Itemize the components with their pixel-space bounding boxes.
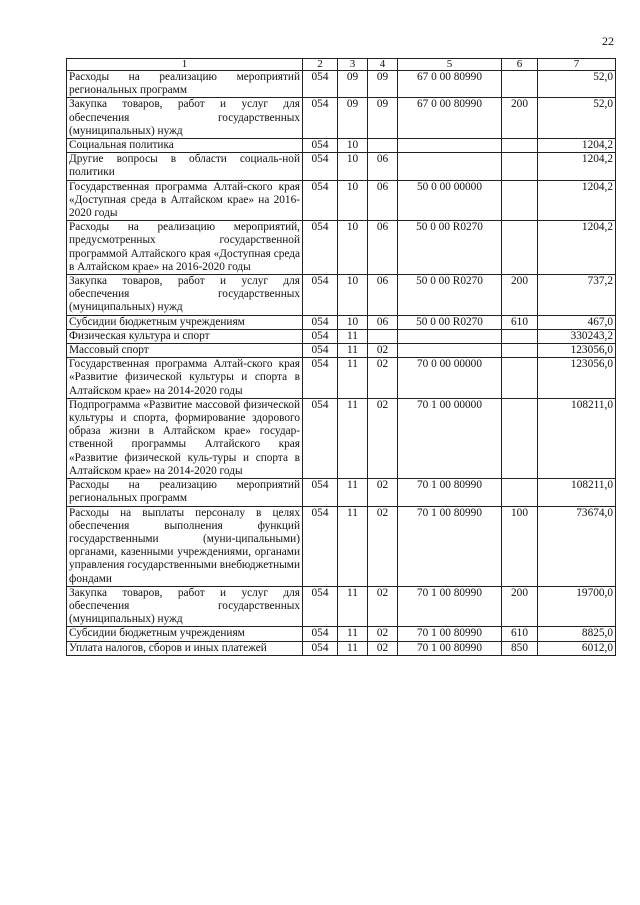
row-name-cell: Закупка товаров, работ и услуг для обеспечения государственных (муниципальных) нужд — [67, 275, 303, 316]
subsection-code-cell: 09 — [368, 98, 398, 139]
expense-type-cell — [502, 358, 538, 399]
amount-cell: 1204,2 — [538, 180, 616, 221]
row-name-cell: Субсидии бюджетным учреждениям — [67, 315, 303, 329]
column-header: 5 — [398, 59, 502, 71]
amount-cell: 1204,2 — [538, 153, 616, 180]
table-row — [67, 315, 616, 329]
column-header: 3 — [338, 59, 368, 71]
amount-cell: 73674,0 — [538, 506, 616, 586]
subsection-code-cell — [368, 139, 398, 153]
target-article-cell: 70 1 00 80990 — [398, 479, 502, 506]
amount-cell: 52,0 — [538, 71, 616, 98]
section-code-cell: 11 — [338, 627, 368, 641]
column-header: 6 — [502, 59, 538, 71]
amount-cell: 52,0 — [538, 98, 616, 139]
section-code-cell: 10 — [338, 275, 368, 316]
amount-cell: 737,2 — [538, 275, 616, 316]
department-code-cell: 054 — [303, 153, 338, 180]
subsection-code-cell: 02 — [368, 586, 398, 627]
target-article-cell: 70 1 00 80990 — [398, 506, 502, 586]
department-code-cell: 054 — [303, 358, 338, 399]
department-code-cell: 054 — [303, 275, 338, 316]
expense-type-cell — [502, 139, 538, 153]
subsection-code-cell: 02 — [368, 344, 398, 358]
subsection-code-cell: 06 — [368, 315, 398, 329]
expense-type-cell — [502, 329, 538, 343]
row-name-cell: Расходы на реализацию мероприятий, предусмотренных государственной программой Алтайского края «Доступная среда в Алтайском крае» на 2016-2020 годы — [67, 221, 303, 275]
page-number: 22 — [602, 34, 614, 48]
subsection-code-cell: 06 — [368, 180, 398, 221]
table-body — [67, 71, 616, 656]
subsection-code-cell — [368, 329, 398, 343]
subsection-code-cell: 06 — [368, 153, 398, 180]
table-row — [67, 398, 616, 478]
subsection-code-cell: 02 — [368, 358, 398, 399]
amount-cell: 123056,0 — [538, 344, 616, 358]
amount-cell: 467,0 — [538, 315, 616, 329]
subsection-code-cell: 02 — [368, 479, 398, 506]
target-article-cell: 50 0 00 R0270 — [398, 315, 502, 329]
row-name-cell: Массовый спорт — [67, 344, 303, 358]
expense-type-cell — [502, 153, 538, 180]
table-row — [67, 641, 616, 655]
subsection-code-cell: 02 — [368, 627, 398, 641]
target-article-cell: 70 1 00 00000 — [398, 398, 502, 478]
amount-cell: 1204,2 — [538, 221, 616, 275]
expense-type-cell — [502, 71, 538, 98]
section-code-cell: 11 — [338, 506, 368, 586]
department-code-cell: 054 — [303, 315, 338, 329]
column-header: 7 — [538, 59, 616, 71]
row-name-cell: Подпрограмма «Развитие массовой физической культуры и спорта, формирование здорового образа жизни в Алтайском крае» государ-ственной программы Алтайского края «Развитие физической куль-туры и спорта в Алтайском крае» на 2014-2020 годы — [67, 398, 303, 478]
subsection-code-cell: 06 — [368, 221, 398, 275]
department-code-cell: 054 — [303, 221, 338, 275]
row-name-cell: Государственная программа Алтай-ского края «Доступная среда в Алтайском крае» на 2016-2020 годы — [67, 180, 303, 221]
row-name-cell: Государственная программа Алтай-ского края «Развитие физической культуры и спорта в Алтайском крае» на 2014-2020 годы — [67, 358, 303, 399]
table-row — [67, 275, 616, 316]
row-name-cell: Расходы на реализацию мероприятий региональных программ — [67, 479, 303, 506]
department-code-cell: 054 — [303, 586, 338, 627]
target-article-cell: 50 0 00 00000 — [398, 180, 502, 221]
row-name-cell: Субсидии бюджетным учреждениям — [67, 627, 303, 641]
department-code-cell: 054 — [303, 180, 338, 221]
expense-type-cell — [502, 479, 538, 506]
amount-cell: 1204,2 — [538, 139, 616, 153]
target-article-cell: 70 0 00 00000 — [398, 358, 502, 399]
expense-type-cell: 850 — [502, 641, 538, 655]
target-article-cell: 67 0 00 80990 — [398, 98, 502, 139]
department-code-cell: 054 — [303, 344, 338, 358]
section-code-cell: 11 — [338, 344, 368, 358]
department-code-cell: 054 — [303, 627, 338, 641]
table-row — [67, 180, 616, 221]
target-article-cell — [398, 344, 502, 358]
table-row — [67, 329, 616, 343]
column-header: 1 — [67, 59, 303, 71]
row-name-cell: Закупка товаров, работ и услуг для обеспечения государственных (муниципальных) нужд — [67, 98, 303, 139]
section-code-cell: 09 — [338, 71, 368, 98]
amount-cell: 19700,0 — [538, 586, 616, 627]
section-code-cell: 11 — [338, 358, 368, 399]
section-code-cell: 10 — [338, 153, 368, 180]
amount-cell: 6012,0 — [538, 641, 616, 655]
table-row — [67, 586, 616, 627]
department-code-cell: 054 — [303, 398, 338, 478]
table-row — [67, 153, 616, 180]
table-row — [67, 506, 616, 586]
table-row — [67, 479, 616, 506]
row-name-cell: Расходы на выплаты персоналу в целях обеспечения выполнения функций государственными (муни-ципальными) органами, казенными учреждениями, органами управления государственными внебюджетными фондами — [67, 506, 303, 586]
table-header-row — [67, 59, 616, 71]
table-row — [67, 627, 616, 641]
expense-type-cell — [502, 344, 538, 358]
target-article-cell: 50 0 00 R0270 — [398, 275, 502, 316]
row-name-cell: Физическая культура и спорт — [67, 329, 303, 343]
section-code-cell: 11 — [338, 641, 368, 655]
table-row — [67, 98, 616, 139]
column-header: 2 — [303, 59, 338, 71]
department-code-cell: 054 — [303, 506, 338, 586]
target-article-cell — [398, 139, 502, 153]
subsection-code-cell: 09 — [368, 71, 398, 98]
expense-type-cell: 200 — [502, 98, 538, 139]
amount-cell: 123056,0 — [538, 358, 616, 399]
row-name-cell: Другие вопросы в области социаль-ной политики — [67, 153, 303, 180]
amount-cell: 108211,0 — [538, 398, 616, 478]
department-code-cell: 054 — [303, 98, 338, 139]
amount-cell: 330243,2 — [538, 329, 616, 343]
department-code-cell: 054 — [303, 479, 338, 506]
expense-type-cell — [502, 180, 538, 221]
column-header: 4 — [368, 59, 398, 71]
row-name-cell: Расходы на реализацию мероприятий региональных программ — [67, 71, 303, 98]
section-code-cell: 11 — [338, 398, 368, 478]
subsection-code-cell: 02 — [368, 398, 398, 478]
expense-type-cell: 200 — [502, 586, 538, 627]
section-code-cell: 10 — [338, 315, 368, 329]
table-row — [67, 71, 616, 98]
target-article-cell: 70 1 00 80990 — [398, 627, 502, 641]
expense-type-cell — [502, 398, 538, 478]
expense-type-cell: 100 — [502, 506, 538, 586]
target-article-cell — [398, 329, 502, 343]
section-code-cell: 11 — [338, 479, 368, 506]
section-code-cell: 10 — [338, 221, 368, 275]
subsection-code-cell: 02 — [368, 506, 398, 586]
department-code-cell: 054 — [303, 641, 338, 655]
target-article-cell: 70 1 00 80990 — [398, 641, 502, 655]
expense-type-cell: 610 — [502, 627, 538, 641]
table-row — [67, 139, 616, 153]
target-article-cell — [398, 153, 502, 180]
table-row — [67, 221, 616, 275]
amount-cell: 108211,0 — [538, 479, 616, 506]
row-name-cell: Закупка товаров, работ и услуг для обеспечения государственных (муниципальных) нужд — [67, 586, 303, 627]
section-code-cell: 11 — [338, 586, 368, 627]
target-article-cell: 67 0 00 80990 — [398, 71, 502, 98]
table-row — [67, 358, 616, 399]
department-code-cell: 054 — [303, 71, 338, 98]
department-code-cell: 054 — [303, 329, 338, 343]
expense-type-cell: 610 — [502, 315, 538, 329]
expense-type-cell: 200 — [502, 275, 538, 316]
section-code-cell: 10 — [338, 180, 368, 221]
table-row — [67, 344, 616, 358]
target-article-cell: 50 0 00 R0270 — [398, 221, 502, 275]
target-article-cell: 70 1 00 80990 — [398, 586, 502, 627]
section-code-cell: 10 — [338, 139, 368, 153]
budget-table — [66, 58, 616, 656]
row-name-cell: Уплата налогов, сборов и иных платежей — [67, 641, 303, 655]
department-code-cell: 054 — [303, 139, 338, 153]
section-code-cell: 11 — [338, 329, 368, 343]
amount-cell: 8825,0 — [538, 627, 616, 641]
section-code-cell: 09 — [338, 98, 368, 139]
row-name-cell: Социальная политика — [67, 139, 303, 153]
expense-type-cell — [502, 221, 538, 275]
subsection-code-cell: 06 — [368, 275, 398, 316]
subsection-code-cell: 02 — [368, 641, 398, 655]
